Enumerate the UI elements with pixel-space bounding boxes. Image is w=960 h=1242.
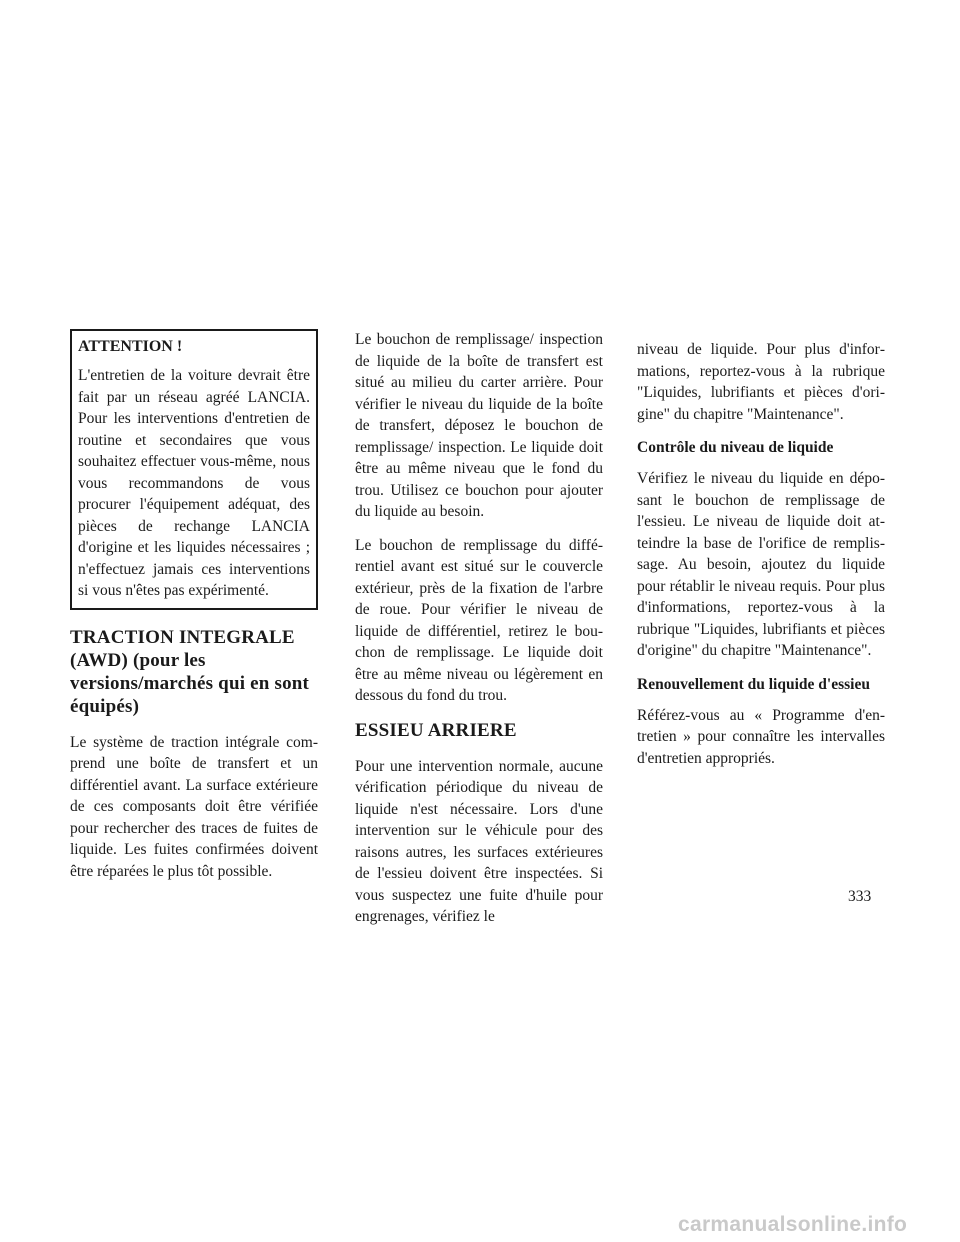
- column-1: [70, 329, 318, 894]
- awd-paragraph-2: Le bouchon de remplissage/ inspection de liquide de la boîte de transfert est situé au milieu du carter arrière. Pour vérifier le niveau du liquide de la boîte de transfert, déposez le bouchon de remplissage/ inspection. Le liquide doit être au même niveau que le fond du trou. Utilisez ce bouchon pour ajouter du liquide au besoin.: [355, 331, 603, 520]
- axle-paragraph-1-part-b: niveau de liquide. Pour plus d'informations, reportez-vous à la rubrique "Liquides, lubrifiants et pièces d'origine" du chapitre "Maintenance".: [637, 341, 885, 423]
- column-2: [355, 329, 603, 928]
- awd-heading: TRACTION INTEGRALE (AWD) (pour les versions/marchés qui en sont équipés): [70, 626, 310, 717]
- fluid-change-heading: Renouvellement du liquide d'essieu: [637, 675, 870, 693]
- fluid-check-heading: Contrôle du niveau de liquide: [637, 439, 834, 456]
- fluid-change-body: Référez-vous au « Programme d'entretien » pour connaître les intervalles d'entretien appropriés.: [637, 706, 885, 767]
- axle-paragraph-1-part-a: Pour une intervention normale, aucune vérification périodique du niveau de liquide n'est nécessaire. Lors d'une intervention sur le véhicule pour des raisons autres, les surfaces extérieures de l'essieu doivent être inspectées. Si vous suspectez une fuite d'huile pour engrenages, vérifiez le: [355, 757, 603, 925]
- watermark-link[interactable]: carmanualsonline.info: [678, 1213, 908, 1236]
- warning-title: ATTENTION !: [78, 338, 183, 355]
- awd-paragraph-1: Le système de traction intégrale comprend une boîte de transfert et un différentiel avant. La surface extérieure de ces composants doit être vérifiée pour rechercher des traces de fuites de liquide. Les fuites confirmées doivent être réparées le plus tôt possible.: [70, 733, 318, 880]
- column-3: [637, 339, 885, 781]
- axle-heading: ESSIEU ARRIERE: [355, 719, 517, 741]
- fluid-check-body: Vérifiez le niveau du liquide en déposant le bouchon de remplissage de l'essieu. Le niveau de liquide doit atteindre la base de l'orifice de remplissage. Au besoin, ajoutez du liquide pour rétablir le niveau requis. Pour plus d'informations, reportez-vous à la rubrique "Liquides, lubrifiants et pièces d'origine" du chapitre "Maintenance".: [637, 470, 885, 659]
- warning-body: L'entretien de la voiture devrait être fait par un réseau agréé LANCIA. Pour les interventions d'entretien de routine et secondaires que vous souhaitez effectuer vous-même, nous vous recommandons de vous procurer l'équipement adéquat, des pièces de rechange LANCIA d'origine et les liquides nécessaires ; n'effectuez jamais ces interventions si vous n'êtes pas expérimenté.: [78, 367, 310, 599]
- page-number: 333: [848, 888, 872, 905]
- awd-paragraph-3: Le bouchon de remplissage du différentiel avant est situé sur le couvercle extérieur, près de la fixation de l'arbre de roue. Pour vérifier le niveau de liquide de différentiel, retirez le bouchon de remplissage. Le liquide doit être au même niveau ou légèrement en dessous du fond du trou.: [355, 536, 603, 704]
- warning-box: [70, 329, 318, 610]
